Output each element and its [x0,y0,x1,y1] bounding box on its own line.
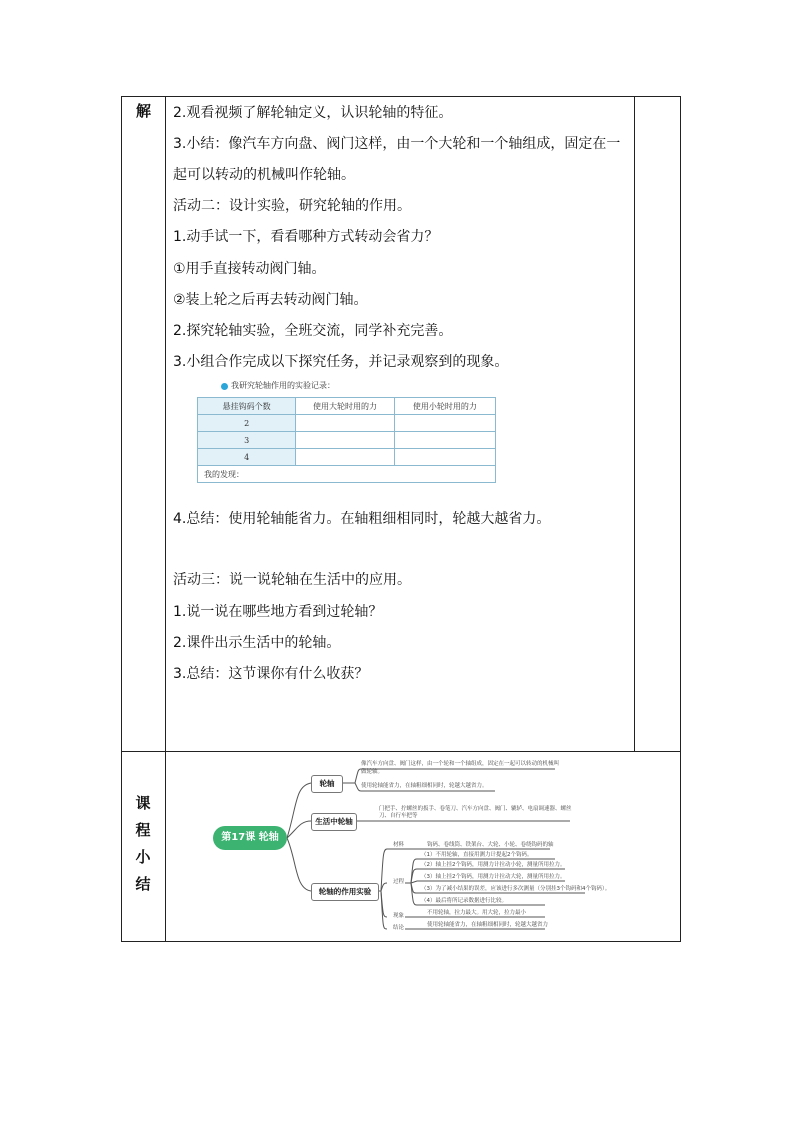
mindmap-leaf: 做轮轴。 [361,769,384,775]
mindmap-leaf: 刀、自行车把等 [379,813,418,819]
table-divider [634,96,635,751]
lesson-mindmap [165,751,681,941]
mindmap-branch: 轮轴的作用实验 [311,883,379,901]
mindmap-leaf: 门把手、拧螺丝的扳手、卷笔刀、汽车方向盘、阀门、辘轳、电扇调速器、螺丝 [379,806,572,812]
side-label-summary [121,790,165,898]
mindmap-leaf-label: 材料 [393,842,405,848]
mindmap-center: 第17课 轮轴 [213,826,287,850]
record-cell-empty [296,449,394,466]
text-line: 3.总结：这节课你有什么收获？ [173,666,369,682]
text-line: 1.动手试一下，看看哪种方式转动会省力？ [173,229,439,245]
mindmap-leaf-label: 结论 [393,925,405,931]
record-finding: 我的发现： [198,466,496,483]
text-line: 2.课件出示生活中的轮轴。 [173,635,341,651]
record-cell: 2 [198,415,296,432]
record-table [197,397,496,483]
text-line: 2.观看视频了解轮轴定义，认识轮轴的特征。 [173,105,453,121]
mindmap-leaf: 使用轮轴能省力，在轴粗细相同时，轮越大越省力 [427,922,549,928]
text-line: 3.小组合作完成以下探究任务，并记录观察到的现象。 [173,354,509,370]
mindmap-leaf: （4）最后将所记录数据进行比较。 [421,898,508,904]
mindmap-leaf: 像汽车方向盘、阀门这样，由一个轮和一个轴组成，固定在一起可以转动的机械叫 [361,761,560,767]
mindmap-leaf: （3）轴上挂2个钩码，用测力计拉动大轮，测量所用拉力。 [421,874,566,880]
mindmap-leaf: 不用轮轴，拉力最大。用大轮，拉力最小 [427,910,527,916]
side-label-char: 结 [135,875,151,893]
record-cell-empty [394,432,495,449]
mindmap-leaf: （1）不用轮轴，直接用测力计提起2个钩码。 [421,852,533,858]
record-cell-empty [394,415,495,432]
text-line: ①用手直接转动阀门轴。 [173,261,326,277]
mindmap-branch: 轮轴 [311,775,343,793]
record-cell-empty [296,415,394,432]
side-label-char: 小 [135,848,151,866]
experiment-record-figure [197,378,497,486]
record-cell: 4 [198,449,296,466]
record-cell-empty [394,449,495,466]
text-line: 2.探究轮轴实验，全班交流，同学补充完善。 [173,323,453,339]
text-line: 活动三：说一说轮轴在生活中的应用。 [173,572,411,588]
side-label-top: 解 [136,102,152,120]
record-cell-empty [296,432,394,449]
mindmap-leaf-label: 现象 [393,913,405,919]
text-line: ②装上轮之后再去转动阀门轴。 [173,292,368,308]
record-header: 使用大轮时用的力 [296,398,394,415]
mindmap-leaf-label: 过程 [393,879,405,885]
record-header: 悬挂钩码个数 [198,398,296,415]
text-line: 起可以转动的机械叫作轮轴。 [173,167,355,183]
text-line: 4.总结：使用轮轴能省力。在轴粗细相同时，轮越大越省力。 [173,511,551,527]
mindmap-leaf: 使用轮轴能省力，在轴粗细相同时，轮越大越省力。 [361,783,488,789]
mindmap-leaf: （3）为了减小结果的误差，应该进行多次测量（分别挂3个钩码和4个钩码）。 [421,886,611,892]
record-cell: 3 [198,432,296,449]
side-label-char: 程 [135,821,151,839]
record-header: 使用小轮时用的力 [394,398,495,415]
bullet-dot-icon [221,383,228,390]
record-title: 我研究轮轴作用的实验记录： [231,381,335,390]
text-line: 3.小结：像汽车方向盘、阀门这样，由一个大轮和一个轴组成，固定在一 [173,136,621,152]
mindmap-branch: 生活中轮轴 [311,813,357,831]
mindmap-leaf: （2）轴上挂2个钩码，用测力计拉动小轮，测量所用拉力。 [421,862,566,868]
text-line: 活动二：设计实验，研究轮轴的作用。 [173,198,411,214]
text-line: 1.说一说在哪些地方看到过轮轴？ [173,604,383,620]
side-label-char: 课 [135,794,151,812]
mindmap-leaf: 钩码、卷线筒、铁架台、大轮、小轮、卷绕钩码的轴 [427,842,554,848]
